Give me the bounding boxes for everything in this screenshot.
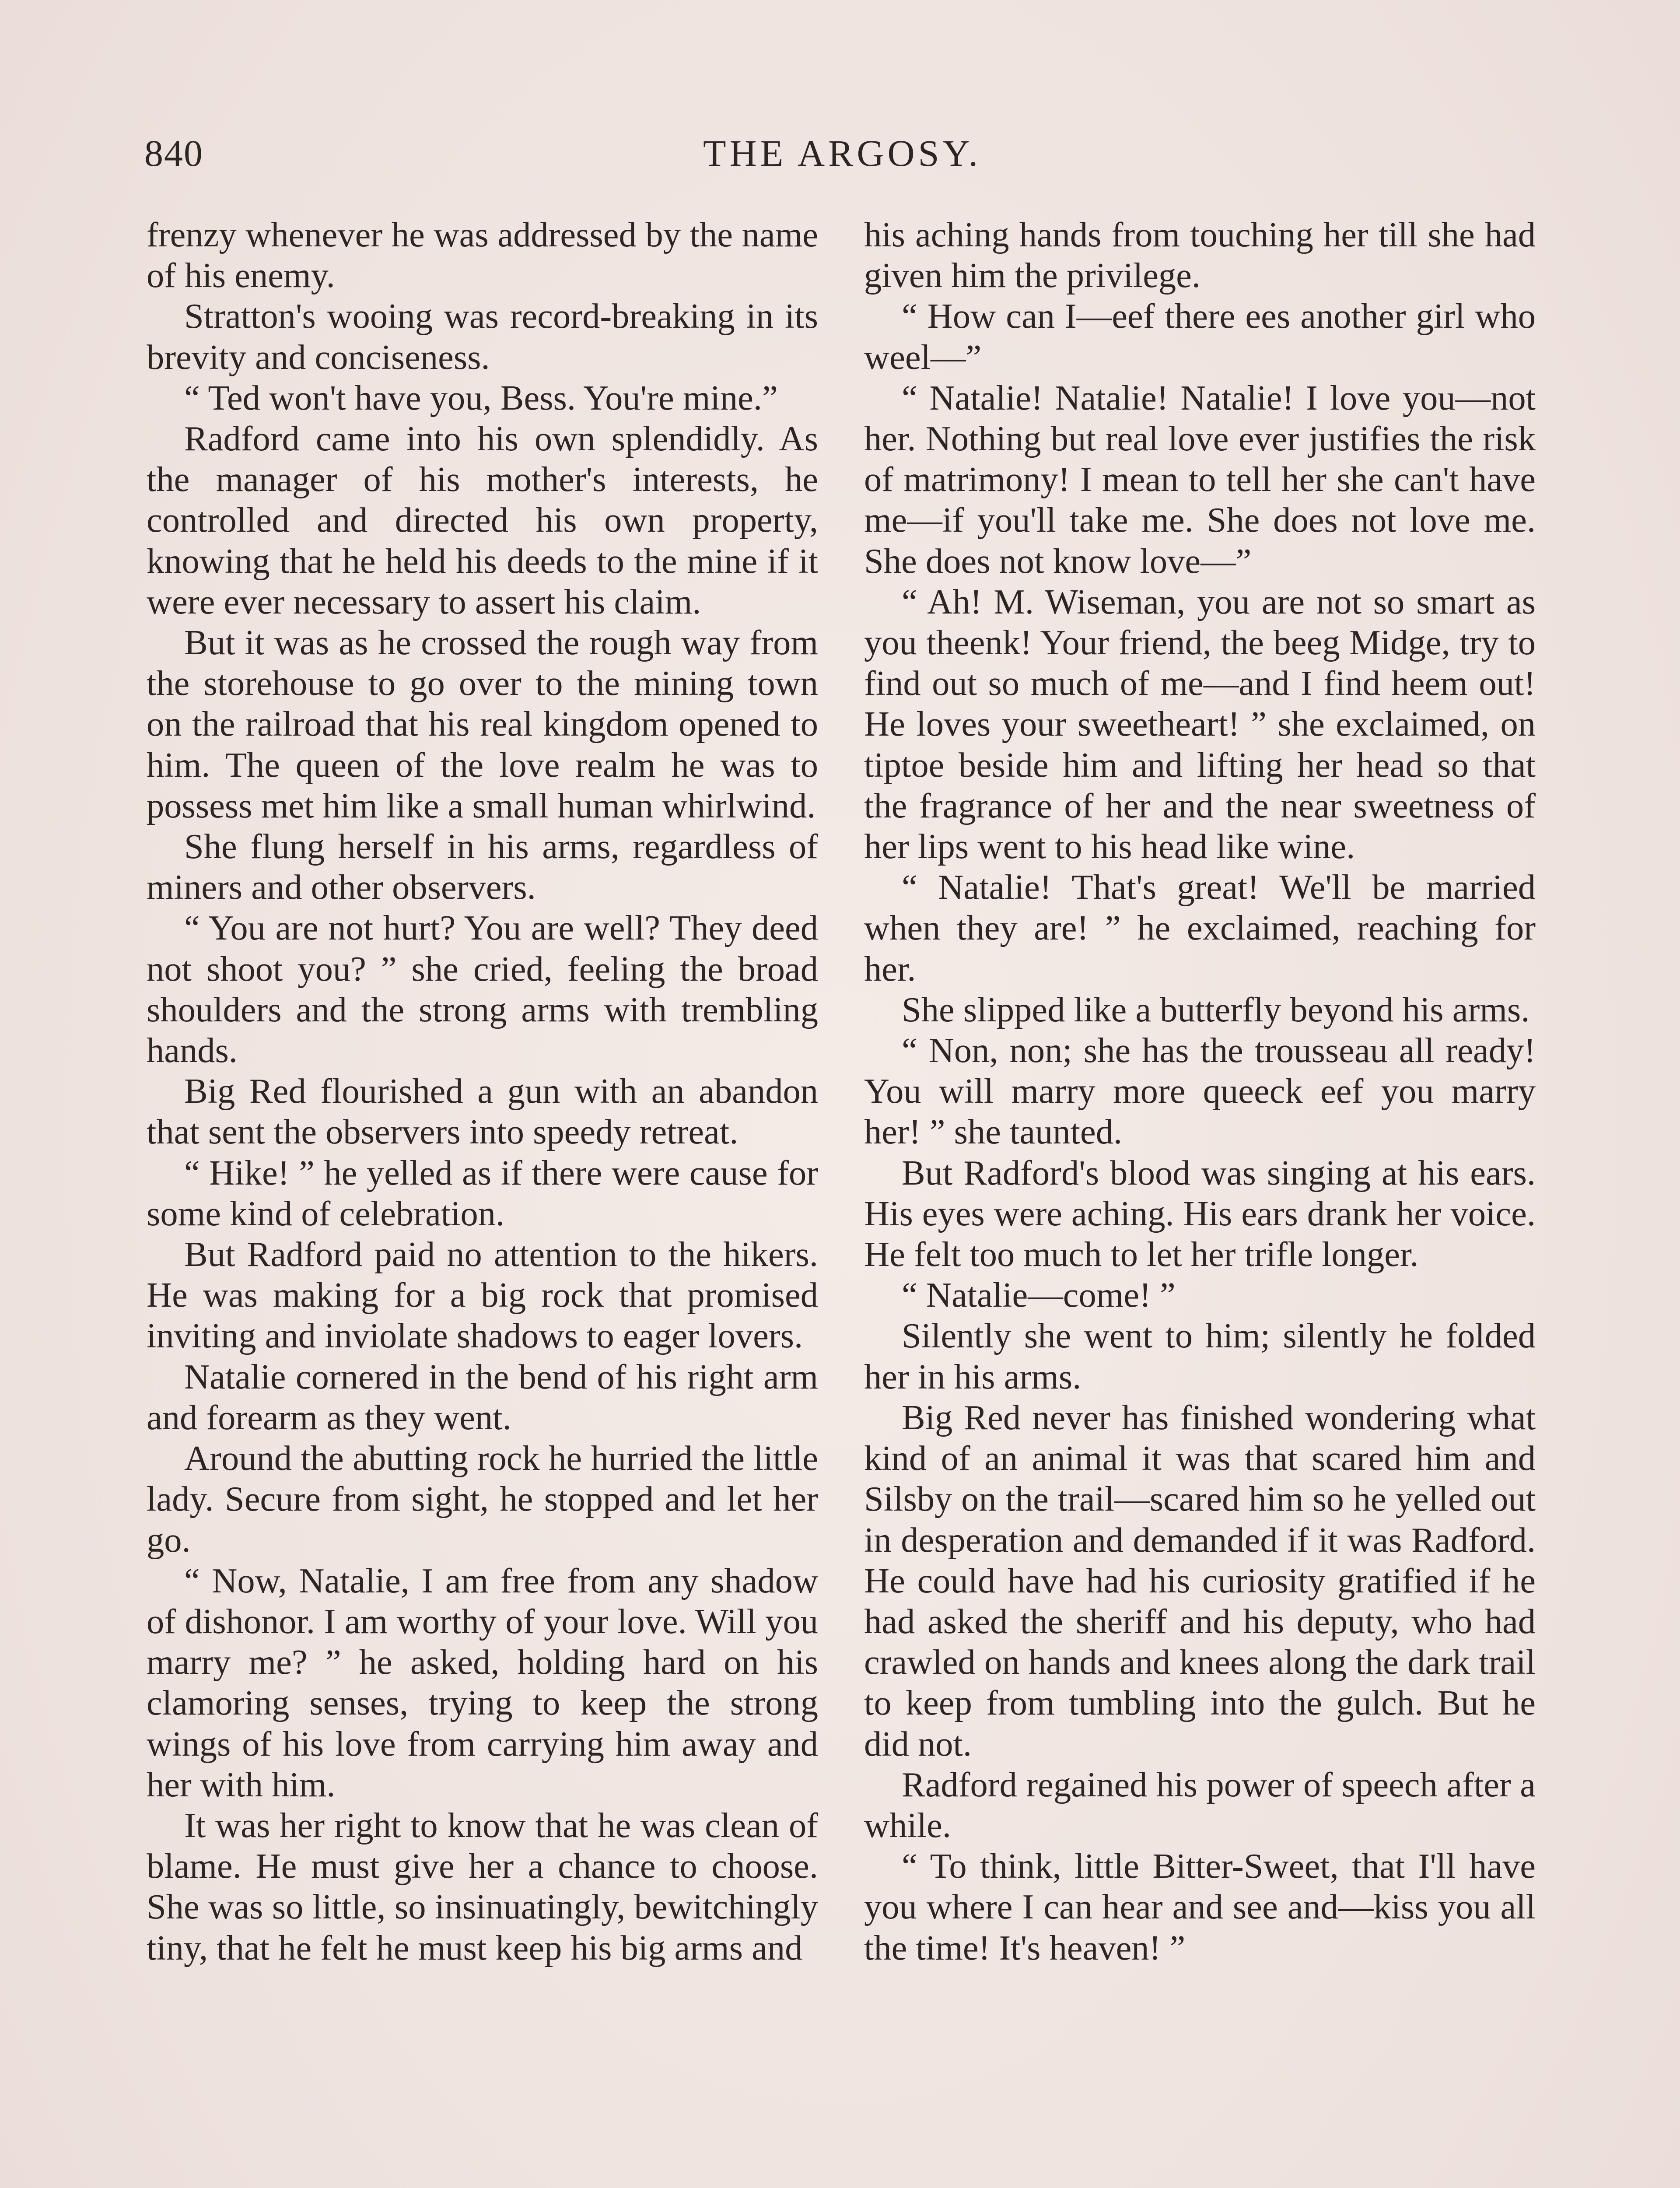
paragraph: Natalie cornered in the bend of his right arm and forearm as they went. bbox=[147, 1357, 818, 1437]
paragraph: frenzy whenever he was addressed by the name of his enemy. bbox=[147, 215, 818, 295]
paragraph: Radford came into his own splendidly. As the manager of his mother's interests, he controlled and directed his own property, knowing that he held his deeds to the mine if it were ever necessary to assert his claim. bbox=[147, 419, 818, 621]
paragraph: Stratton's wooing was record-breaking in its brevity and conciseness. bbox=[147, 297, 818, 377]
page-number: 840 bbox=[144, 132, 203, 174]
right-column bbox=[864, 214, 1536, 1968]
paragraph: “ You are not hurt? You are well? They deed not shoot you? ” she cried, feeling the broad shoulders and the strong arms with trembling hands. bbox=[147, 908, 818, 1070]
paragraph: It was her right to know that he was clean of blame. He must give her a chance to choose. She was so little, so insinuatingly, bewitchingly tiny, that he felt he must keep his big arms and bbox=[147, 1806, 818, 1967]
paragraph: “ Natalie! Natalie! Natalie! I love you—not her. Nothing but real love ever justifies the risk of matrimony! I mean to tell her she can't have me—if you'll take me. She does not love me. She does not know love—” bbox=[864, 378, 1536, 581]
paragraph: Silently she went to him; silently he folded her in his arms. bbox=[864, 1316, 1536, 1396]
paragraph: “ Hike! ” he yelled as if there were cause for some kind of celebration. bbox=[147, 1153, 818, 1233]
paragraph: But Radford's blood was singing at his ears. His eyes were aching. His ears drank her voice. He felt too much to let her trifle longer. bbox=[864, 1153, 1536, 1274]
paragraph: “ Ah! M. Wiseman, you are not so smart as you theenk! Your friend, the beeg Midge, try to find out so much of me—and I find heem out! He loves your sweetheart! ” she exclaimed, on tiptoe beside him and lifting her head so that the fragrance of her and the near sweetness of her lips went to his head like wine. bbox=[864, 582, 1536, 866]
paragraph: his aching hands from touching her till she had given him the privilege. bbox=[864, 215, 1536, 295]
paragraph: But Radford paid no attention to the hikers. He was making for a big rock that promised inviting and inviolate shadows to eager lovers. bbox=[147, 1235, 818, 1356]
page-header bbox=[144, 131, 1540, 188]
paragraph: “ How can I—eef there ees another girl who weel—” bbox=[864, 297, 1536, 377]
paragraph: “ Now, Natalie, I am free from any shadow of dishonor. I am worthy of your love. Will you marry me? ” he asked, holding hard on his clamoring senses, trying to keep the strong wings of his love from carrying him away and her with him. bbox=[147, 1561, 818, 1804]
paragraph: Around the abutting rock he hurried the little lady. Secure from sight, he stopped and let her go. bbox=[147, 1439, 818, 1560]
paragraph: She flung herself in his arms, regardless of miners and other observers. bbox=[147, 827, 818, 907]
paragraph: “ Natalie—come! ” bbox=[902, 1276, 1176, 1315]
paragraph: “ Ted won't have you, Bess. You're mine.” bbox=[184, 378, 778, 417]
running-title: THE ARGOSY. bbox=[703, 132, 981, 174]
paragraph: “ Natalie! That's great! We'll be married when they are! ” he exclaimed, reaching for her. bbox=[864, 868, 1536, 989]
left-column bbox=[147, 214, 818, 1968]
paragraph: Radford regained his power of speech after a while. bbox=[864, 1765, 1536, 1845]
paragraph: But it was as he crossed the rough way from the storehouse to go over to the mining town on the railroad that his real kingdom opened to him. The queen of the love realm he was to possess met him like a small human whirlwind. bbox=[147, 623, 818, 825]
paragraph: Big Red never has finished wondering what kind of an animal it was that scared him and Silsby on the trail—scared him so he yelled out in desperation and demanded if it was Radford. He could have had his curiosity gratified if he had asked the sheriff and his deputy, who had crawled on hands and knees along the dark trail to keep from tumbling into the gulch. But he did not. bbox=[864, 1398, 1536, 1764]
paragraph: Big Red flourished a gun with an abandon that sent the observers into speedy retreat. bbox=[147, 1072, 818, 1152]
paragraph: She slipped like a butterfly beyond his arms. bbox=[902, 990, 1530, 1029]
paragraph: “ Non, non; she has the trousseau all ready! You will marry more queeck eef you marry her! ” she taunted. bbox=[864, 1031, 1536, 1152]
paragraph: “ To think, little Bitter-Sweet, that I'll have you where I can hear and see and—kiss you all the time! It's heaven! ” bbox=[864, 1847, 1536, 1967]
